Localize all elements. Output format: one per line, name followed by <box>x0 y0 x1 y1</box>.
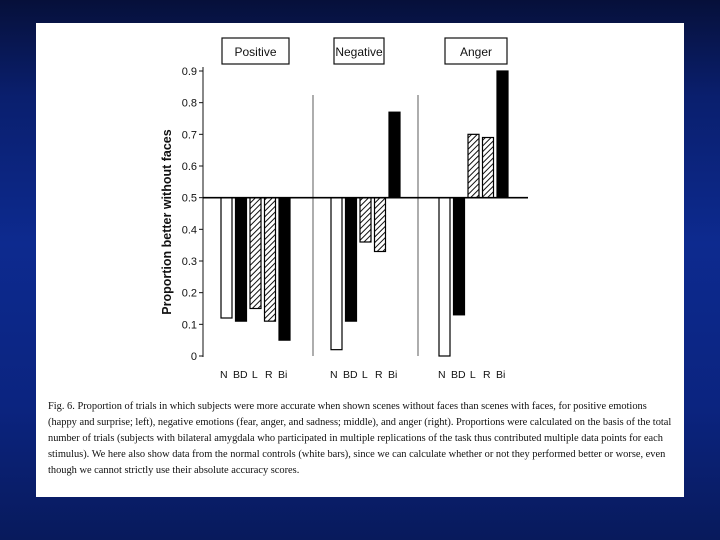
bar-negative-bd <box>346 198 357 322</box>
bar-positive-n <box>221 198 232 318</box>
bar-anger-bd <box>454 198 465 315</box>
category-label: Bi <box>388 369 398 381</box>
bar-negative-l <box>360 198 371 242</box>
y-tick-label: 0.9 <box>181 66 197 78</box>
y-tick-label: 0.8 <box>181 97 197 110</box>
category-label: BD <box>343 369 358 381</box>
category-label: L <box>251 369 258 381</box>
bar-positive-l <box>250 198 261 309</box>
panel-title: Negative <box>335 45 383 59</box>
bar-anger-bi <box>497 71 508 198</box>
y-tick-label: 0.7 <box>181 129 197 142</box>
category-label: L <box>469 369 476 381</box>
bar-positive-bd <box>236 198 247 322</box>
bar-anger-r <box>483 138 494 198</box>
bar-negative-bi <box>389 112 400 197</box>
bar-anger-n <box>439 198 450 356</box>
category-label: R <box>374 369 383 381</box>
category-label: Bi <box>278 369 288 381</box>
plot-area <box>182 38 528 381</box>
figure-caption: Fig. 6. Proportion of trials in which subjects were more accurate when shown scenes without faces than scenes with faces, for positive emotions (happy and surprise; left), negative emotions (fear, anger, and sadness; middle), and anger (right). Proportions were calculated on the basis of the total number of trials (subjects with bilateral amygdala who participated in multiple replications of the task thus contributed multiple data points for each stimulus). We here also show data from the normal controls (white bars), since we can calculate whether or not they performed better or worse, even though we cannot strictly use their absolute accuracy scores. <box>48 401 672 476</box>
y-axis-label: Proportion better without faces <box>160 129 174 315</box>
category-label: Bi <box>496 369 506 381</box>
panel-title: Positive <box>234 45 277 59</box>
category-label: R <box>264 369 273 381</box>
category-label: BD <box>451 369 466 381</box>
y-tick-label: 0.2 <box>181 287 197 300</box>
y-tick-label: 0.5 <box>181 192 197 205</box>
category-label: L <box>361 369 368 381</box>
bar-negative-n <box>331 198 342 350</box>
bar-positive-bi <box>279 198 290 341</box>
bar-negative-r <box>375 198 386 252</box>
bar-anger-l <box>468 134 479 197</box>
bar-positive-r <box>265 198 276 322</box>
category-label: N <box>438 369 446 381</box>
y-tick-label: 0 <box>190 351 197 363</box>
category-label: R <box>482 369 491 381</box>
y-tick-label: 0.6 <box>181 161 197 173</box>
y-tick-label: 0.4 <box>181 224 197 237</box>
y-tick-label: 0.3 <box>181 256 197 268</box>
category-label: BD <box>233 369 248 381</box>
category-label: N <box>330 369 338 381</box>
y-tick-label: 0.1 <box>181 319 197 332</box>
panel-title: Anger <box>459 45 493 59</box>
category-label: N <box>220 369 228 381</box>
